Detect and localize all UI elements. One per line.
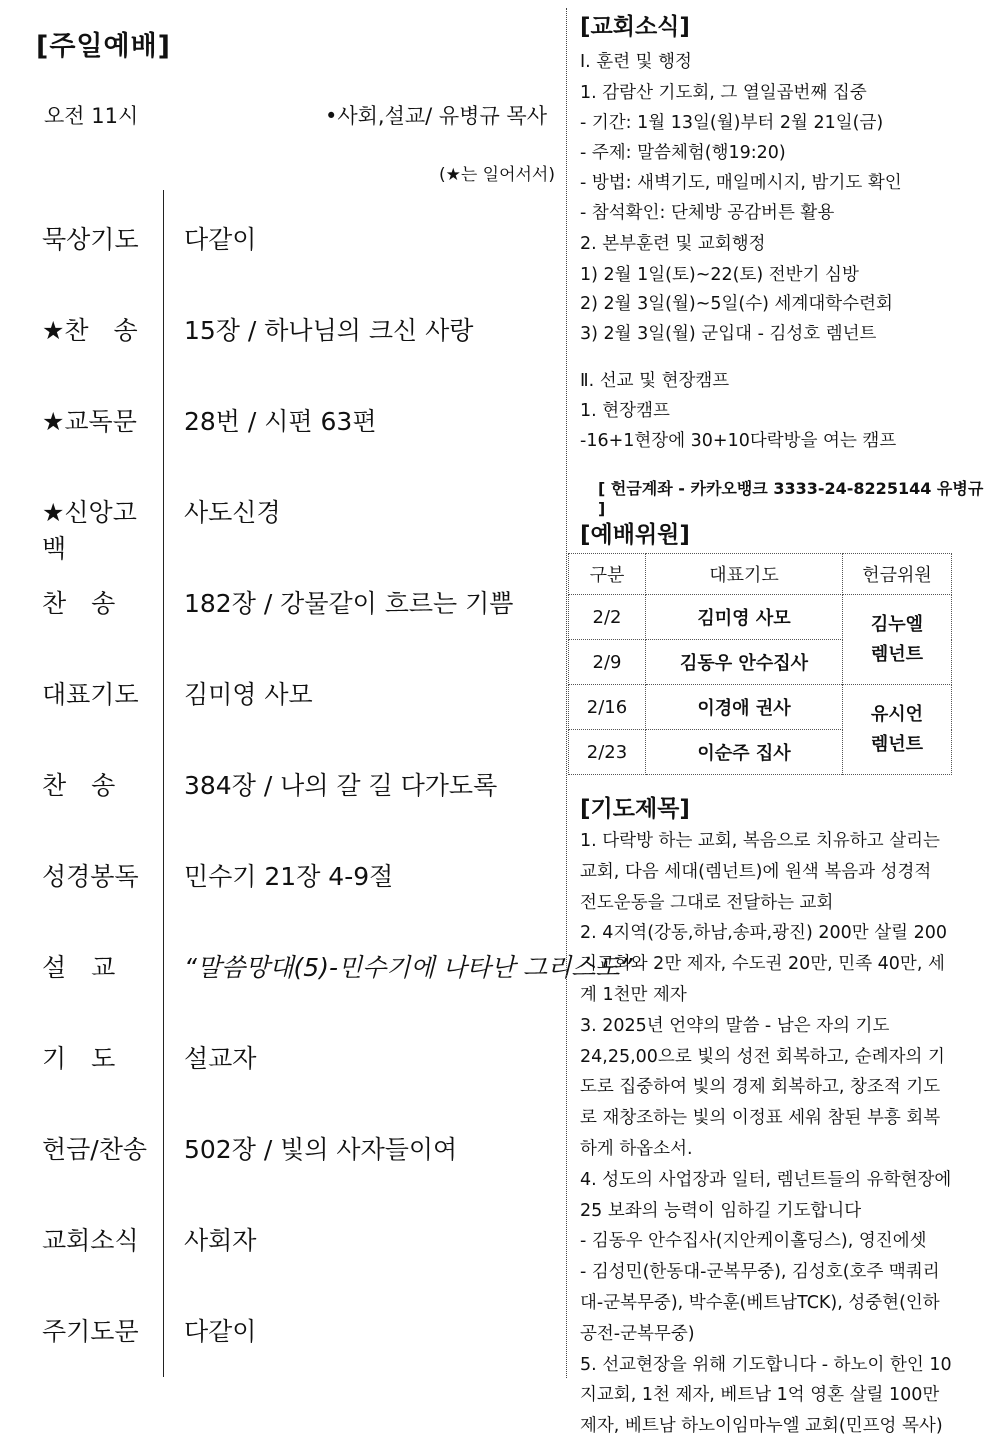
order-value: 민수기 21장 4-9절 bbox=[184, 862, 394, 891]
order-label: 기 도 bbox=[42, 1044, 116, 1073]
prayer-item: - 김동우 안수집사(지안케이홀딩스), 영진에셋 bbox=[580, 1231, 927, 1252]
news-line: Ⅱ. 선교 및 현장캠프 bbox=[580, 371, 730, 391]
table-header: 구분 bbox=[569, 554, 646, 595]
order-label: 설 교 bbox=[42, 953, 116, 982]
duty-date: 2/2 bbox=[569, 595, 646, 640]
duty-table bbox=[568, 553, 952, 775]
prayer-list bbox=[580, 826, 952, 1442]
news-line: - 참석확인: 단체방 공감버튼 활용 bbox=[580, 203, 835, 223]
news-line: 3) 2월 3일(월) 군입대 - 김성호 렘넌트 bbox=[580, 324, 877, 344]
news-line: 2) 2월 3일(월)~5일(수) 세계대학수련회 bbox=[580, 294, 893, 314]
prayer-item: 2. 4지역(강동,하남,송파,광진) 200만 살릴 200지교회와 2만 제자, 수도권 20만, 민족 40만, 세계 1천만 제자 bbox=[580, 923, 947, 1005]
order-value: 다같이 bbox=[184, 225, 257, 254]
prayer-item: - 김성민(한동대-군복무중), 김성호(호주 맥쿼리대-군복무중), 박수훈(베트남TCK), 성중현(인하공전-군복무중) bbox=[580, 1262, 940, 1344]
news-line: - 주제: 말씀체험(행19:20) bbox=[580, 143, 786, 163]
prayer-item: 1. 다락방 하는 교회, 복음으로 치유하고 살리는 교회, 다음 세대(렘넌트)에 원색 복음과 성경적 전도운동을 그대로 전달하는 교회 bbox=[580, 831, 940, 913]
prayer-title: [기도제목] bbox=[580, 796, 690, 822]
offering-role: 렘넌트 bbox=[870, 733, 924, 755]
order-label: 찬 송 bbox=[42, 589, 116, 618]
prayer-item: 3. 2025년 언약의 말씀 - 남은 자의 기도 24,25,00으로 빛의 성전 회복하고, 순례자의 기도로 집중하여 빛의 경제 회복하고, 창조적 기도로 재창조하는 빛의 이정표 세워 참된 부흥 회복하게 하옵소서. bbox=[580, 1015, 945, 1159]
news-title: [교회소식] bbox=[580, 14, 690, 40]
offering-role: 렘넌트 bbox=[870, 643, 924, 665]
order-label: ★찬 송 bbox=[42, 316, 138, 345]
offering-name: 유시언 bbox=[870, 703, 924, 725]
table-header: 대표기도 bbox=[646, 554, 843, 595]
offering-name: 김누엘 bbox=[870, 613, 924, 635]
table-row bbox=[569, 595, 952, 640]
prayer-item: 5. 선교현장을 위해 기도합니다 - 하노이 한인 10지교회, 1천 제자, 베트남 1억 영혼 살릴 100만 제자, 베트남 하노이임마누엘 교회(민프엉 목사) bbox=[580, 1354, 952, 1437]
order-value: 502장 / 빛의 사자들이여 bbox=[184, 1135, 458, 1164]
duty-date: 2/9 bbox=[569, 640, 646, 685]
sermon-title: “말씀망대(5)-민수기에 나타난 그리스도” bbox=[184, 953, 633, 982]
prayer-item: 4. 성도의 사업장과 일터, 렘넌트들의 유학현장에 25 보좌의 능력이 임하길 기도합니다 bbox=[580, 1169, 952, 1221]
worship-preacher: •사회,설교/ 유병규 목사 bbox=[324, 104, 547, 128]
news-line: 1. 감람산 기도회, 그 열일곱번째 집중 bbox=[580, 83, 867, 103]
order-value: 15장 / 하나님의 크신 사랑 bbox=[184, 316, 474, 345]
order-label: ★신앙고백 bbox=[42, 498, 137, 563]
news-line: 1. 현장캠프 bbox=[580, 401, 670, 421]
table-header-row bbox=[569, 554, 952, 595]
order-value: 다같이 bbox=[184, 1317, 257, 1346]
order-label: 대표기도 bbox=[42, 680, 139, 709]
offering-account: [ 헌금계좌 - 카카오뱅크 3333-24-8225144 유병규 ] bbox=[598, 479, 984, 518]
order-value: 사회자 bbox=[184, 1226, 257, 1255]
news-line: - 기간: 1월 13일(월)부터 2월 21일(금) bbox=[580, 113, 884, 133]
order-label: 교회소식 bbox=[42, 1226, 139, 1255]
duty-offering bbox=[843, 595, 952, 685]
order-label: 헌금/찬송 bbox=[42, 1135, 148, 1164]
duty-title: [예배위원] bbox=[580, 522, 690, 548]
order-label: 성경봉독 bbox=[42, 862, 139, 891]
duty-prayer: 이순주 집사 bbox=[646, 730, 843, 775]
order-value: 김미영 사모 bbox=[184, 680, 313, 709]
duty-prayer: 김동우 안수집사 bbox=[646, 640, 843, 685]
news-line: 2. 본부훈련 및 교회행정 bbox=[580, 234, 766, 254]
order-label: ★교독문 bbox=[42, 407, 137, 436]
duty-date: 2/23 bbox=[569, 730, 646, 775]
news-line: Ⅰ. 훈련 및 행정 bbox=[580, 52, 692, 72]
duty-prayer: 김미영 사모 bbox=[646, 595, 843, 640]
table-row bbox=[569, 685, 952, 730]
order-divider bbox=[163, 190, 164, 1377]
news-line: 1) 2월 1일(토)~22(토) 전반기 심방 bbox=[580, 265, 859, 285]
duty-date: 2/16 bbox=[569, 685, 646, 730]
order-label: 주기도문 bbox=[42, 1317, 139, 1346]
order-value: 28번 / 시편 63편 bbox=[184, 407, 377, 436]
worship-time: 오전 11시 bbox=[44, 104, 139, 128]
column-divider bbox=[566, 8, 567, 1378]
order-value: 사도신경 bbox=[184, 498, 281, 527]
duty-offering bbox=[843, 685, 952, 775]
news-line: - 방법: 새벽기도, 매일메시지, 밤기도 확인 bbox=[580, 173, 902, 193]
order-value: 설교자 bbox=[184, 1044, 257, 1073]
order-value: 384장 / 나의 갈 길 다가도록 bbox=[184, 771, 498, 800]
order-label: 찬 송 bbox=[42, 771, 116, 800]
news-line: -16+1현장에 30+10다락방을 여는 캠프 bbox=[580, 431, 897, 451]
duty-prayer: 이경애 권사 bbox=[646, 685, 843, 730]
order-value: 182장 / 강물같이 흐르는 기쁨 bbox=[184, 589, 514, 618]
standing-legend: (★는 일어서서) bbox=[438, 165, 555, 185]
order-label: 묵상기도 bbox=[42, 225, 139, 254]
worship-title: [주일예배] bbox=[36, 31, 172, 62]
table-header: 헌금위원 bbox=[843, 554, 952, 595]
